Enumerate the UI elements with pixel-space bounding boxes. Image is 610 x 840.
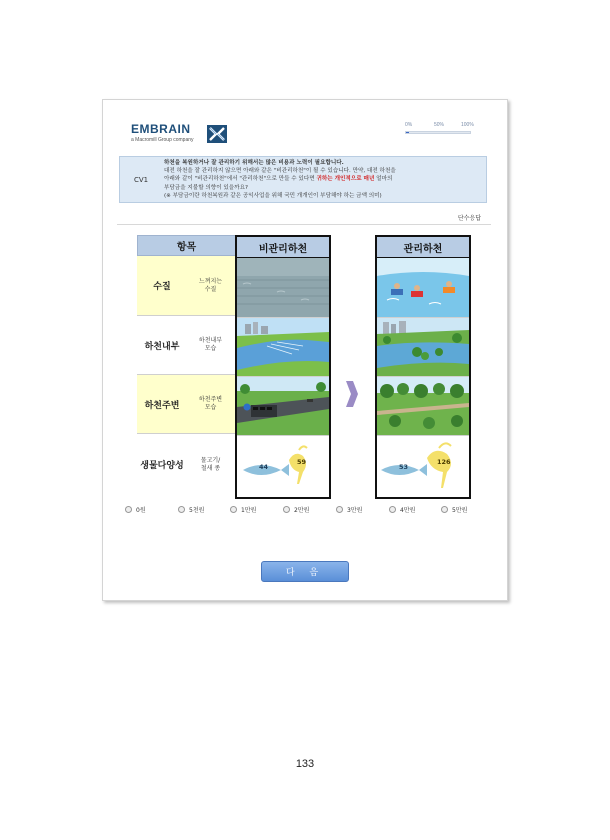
question-line-3-end: 얼마의 <box>374 176 393 183</box>
progress-label-start: 0% <box>405 122 413 128</box>
embrain-x-logo-icon <box>207 125 227 143</box>
answer-type-label: 단수응답 <box>457 215 481 222</box>
question-line-2: 대전 하천을 잘 관리하지 않으면 아래와 같은 "비관리하천"이 될 수 있습니다. 만약, 대전 하천을 <box>164 168 396 175</box>
row-sublabel: 하천주변 모습 <box>198 396 223 411</box>
option-3[interactable] <box>283 505 309 514</box>
question-emphasis: 귀하는 개인적으로 매년 <box>316 176 375 183</box>
divider <box>117 224 491 225</box>
unmanaged-riverside-image <box>237 377 329 436</box>
managed-river-column <box>375 235 471 499</box>
question-id: CV1 <box>134 176 149 184</box>
question-line-1: 하천을 복원하거나 잘 관리하기 위해서는 많은 비용과 노력이 필요합니다. <box>164 160 344 166</box>
option-label: 1만원 <box>241 507 257 514</box>
managed-water-image <box>377 258 469 318</box>
page-number: 133 <box>295 758 315 770</box>
radio-button[interactable] <box>230 506 237 513</box>
fish-species-count: 44 <box>259 463 269 471</box>
brand-logo <box>131 122 194 143</box>
fish-species-count: 53 <box>399 463 409 471</box>
radio-button[interactable] <box>125 506 132 513</box>
option-label: 2만원 <box>294 507 310 514</box>
question-box <box>119 156 487 203</box>
header-item: 항목 <box>137 235 236 256</box>
progress-label-end: 100% <box>461 122 474 128</box>
bird-species-count: 126 <box>437 458 451 466</box>
progress-indicator <box>405 122 474 134</box>
bird-species-count: 59 <box>297 458 307 466</box>
radio-button[interactable] <box>389 506 396 513</box>
row-label: 생물다양성 <box>140 461 184 471</box>
header-unmanaged: 비관리하천 <box>237 237 329 258</box>
progress-label-mid: 50% <box>434 122 445 128</box>
row-biodiversity <box>137 434 236 495</box>
row-water-quality <box>137 256 236 316</box>
brand-name: EMBRAIN <box>131 122 191 136</box>
option-label: 5천원 <box>189 507 205 514</box>
header-managed: 관리하천 <box>377 237 469 258</box>
row-sublabel: 하천내부 모습 <box>198 337 223 352</box>
row-label: 수질 <box>153 282 171 292</box>
managed-biodiversity-image <box>377 436 469 497</box>
unmanaged-biodiversity-image <box>237 436 329 497</box>
option-1[interactable] <box>178 505 204 514</box>
question-line-3-start: 아래와 같이 "비관리하천"에서 "관리하천"으로 만들 수 있다면 <box>164 176 317 183</box>
row-label: 하천내부 <box>144 341 180 352</box>
question-line-4: 부담금을 지불할 의향이 있을까요? <box>164 184 248 191</box>
option-label: 3만원 <box>347 507 363 514</box>
row-river-interior <box>137 316 236 375</box>
option-2[interactable] <box>230 505 256 514</box>
radio-button[interactable] <box>283 506 290 513</box>
row-sublabel: 느껴지는 수질 <box>198 277 223 293</box>
question-text <box>164 159 484 200</box>
item-column <box>137 235 236 495</box>
row-label: 하천주변 <box>144 400 180 411</box>
unmanaged-river-column <box>235 235 331 499</box>
unmanaged-interior-image <box>237 318 329 377</box>
option-label: 5만원 <box>452 507 468 514</box>
brand-tagline: a Macromill Group company <box>131 137 194 143</box>
unmanaged-water-image <box>237 258 329 318</box>
radio-button[interactable] <box>178 506 185 513</box>
option-label: 0원 <box>136 507 146 514</box>
managed-interior-image <box>377 318 469 377</box>
row-sublabel: 물고기/ 철새 종 <box>200 456 221 472</box>
radio-button[interactable] <box>336 506 343 513</box>
option-5[interactable] <box>389 505 415 514</box>
question-note: (※ 부담금이란 하천복원과 같은 공익사업을 위해 국민 개개인이 부담해야 하는 금액 의미) <box>164 192 382 199</box>
progress-bar <box>405 131 471 134</box>
chevron-right-icon <box>345 380 359 408</box>
option-6[interactable] <box>441 505 467 514</box>
option-label: 4만원 <box>400 507 416 514</box>
option-4[interactable] <box>336 505 362 514</box>
row-riverside <box>137 375 236 434</box>
survey-window <box>102 99 508 601</box>
option-0[interactable] <box>125 505 146 514</box>
progress-fill <box>406 132 409 133</box>
next-button[interactable]: 다 음 <box>261 561 349 582</box>
radio-button[interactable] <box>441 506 448 513</box>
managed-riverside-image <box>377 377 469 436</box>
question-line-3 <box>164 175 484 183</box>
